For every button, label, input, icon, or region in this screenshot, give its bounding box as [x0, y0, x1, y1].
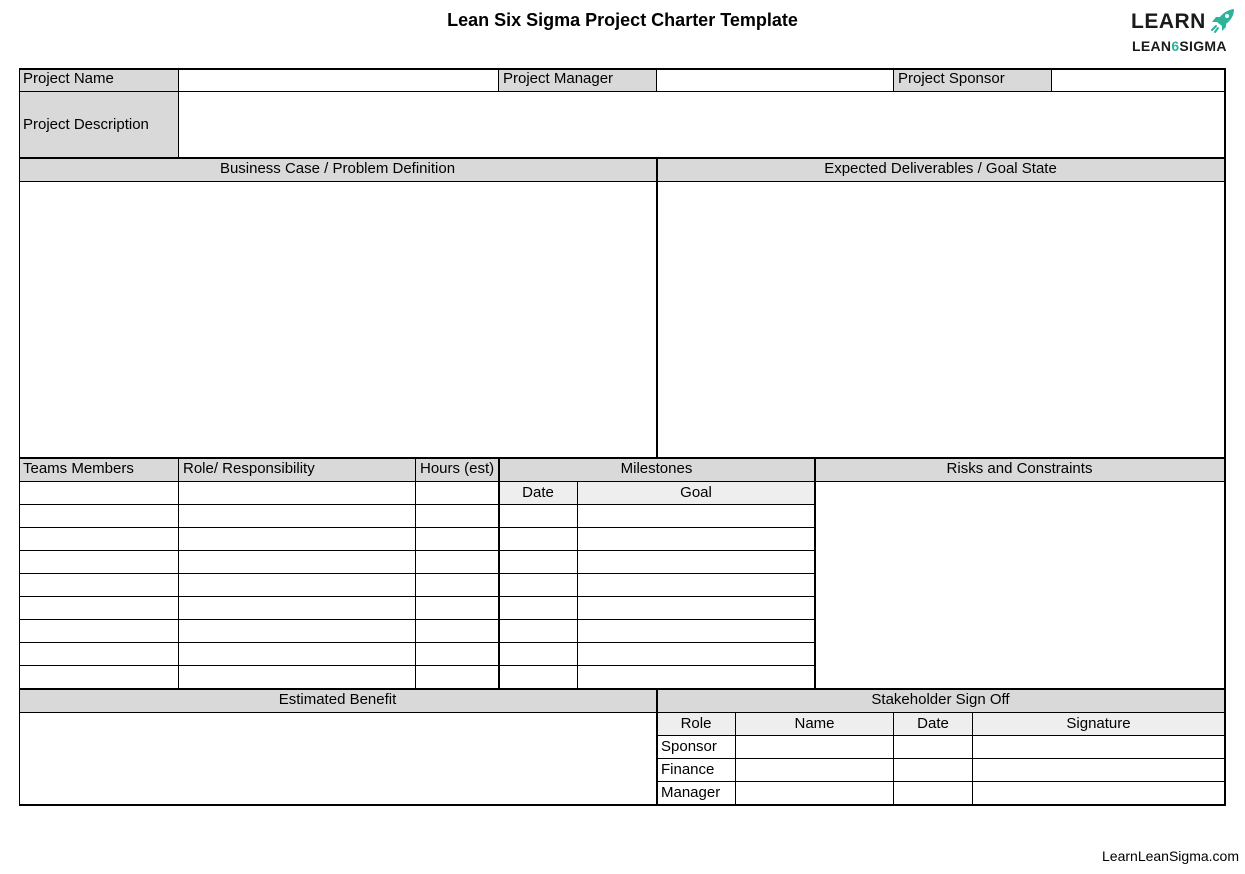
milestone-goal-cell[interactable] [578, 505, 815, 528]
milestone-date-cell[interactable] [499, 551, 578, 574]
team-hours-cell[interactable] [416, 505, 499, 528]
team-role-cell[interactable] [179, 482, 416, 505]
milestone-date-cell[interactable] [499, 620, 578, 643]
project-name-label: Project Name [19, 68, 179, 92]
footer-url: LearnLeanSigma.com [1102, 848, 1239, 864]
milestone-date-cell[interactable] [499, 597, 578, 620]
team-member-cell[interactable] [19, 620, 179, 643]
risks-header: Risks and Constraints [815, 458, 1225, 482]
signoff-date-cell[interactable] [894, 759, 973, 782]
team-hours-cell[interactable] [416, 574, 499, 597]
signoff-header: Stakeholder Sign Off [657, 689, 1225, 713]
logo-line-1: LEARN [1131, 10, 1206, 33]
team-member-cell[interactable] [19, 482, 179, 505]
form-bottom-border [19, 804, 1226, 806]
team-hours-cell[interactable] [416, 597, 499, 620]
team-role-cell[interactable] [179, 666, 416, 689]
project-description-field[interactable] [179, 92, 1225, 158]
team-hours-cell[interactable] [416, 666, 499, 689]
team-member-cell[interactable] [19, 643, 179, 666]
team-role-cell[interactable] [179, 597, 416, 620]
logo-line-2: LEAN6SIGMA [1132, 38, 1227, 54]
business-case-header: Business Case / Problem Definition [19, 158, 657, 182]
team-member-cell[interactable] [19, 597, 179, 620]
team-member-cell[interactable] [19, 666, 179, 689]
divider-milestones-risks [814, 458, 816, 689]
milestone-goal-cell[interactable] [578, 666, 815, 689]
team-member-cell[interactable] [19, 551, 179, 574]
milestone-date-cell[interactable] [499, 574, 578, 597]
project-sponsor-field[interactable] [1052, 68, 1225, 92]
team-role-cell[interactable] [179, 505, 416, 528]
risks-field[interactable] [815, 482, 1225, 689]
team-hours-cell[interactable] [416, 528, 499, 551]
page-title: Lean Six Sigma Project Charter Template [447, 10, 798, 30]
milestone-date-cell[interactable] [499, 643, 578, 666]
milestone-goal-cell[interactable] [578, 574, 815, 597]
signoff-signature-cell[interactable] [973, 759, 1225, 782]
section-divider-1 [19, 157, 1225, 159]
signoff-signature-cell[interactable] [973, 782, 1225, 805]
divider-business-deliverables [656, 158, 658, 458]
team-member-cell[interactable] [19, 505, 179, 528]
deliverables-header: Expected Deliverables / Goal State [657, 158, 1225, 182]
signoff-name-cell[interactable] [736, 759, 894, 782]
milestones-header: Milestones [499, 458, 815, 482]
milestone-date-cell[interactable] [499, 505, 578, 528]
team-hours-cell[interactable] [416, 482, 499, 505]
form-left-border [19, 68, 20, 805]
milestone-goal-header: Goal [578, 482, 815, 505]
milestone-goal-cell[interactable] [578, 551, 815, 574]
signoff-role-header: Role [657, 713, 736, 736]
signoff-name-cell[interactable] [736, 782, 894, 805]
estimated-benefit-header: Estimated Benefit [19, 689, 657, 713]
section-divider-3 [19, 688, 1225, 690]
business-case-field[interactable] [19, 182, 657, 458]
team-hours-cell[interactable] [416, 551, 499, 574]
team-hours-cell[interactable] [416, 620, 499, 643]
signoff-role-cell: Sponsor [657, 736, 736, 759]
project-manager-field[interactable] [657, 68, 894, 92]
project-description-label: Project Description [19, 92, 179, 158]
signoff-name-cell[interactable] [736, 736, 894, 759]
team-member-cell[interactable] [19, 574, 179, 597]
milestone-date-header: Date [499, 482, 578, 505]
team-hours-cell[interactable] [416, 643, 499, 666]
team-member-cell[interactable] [19, 528, 179, 551]
milestone-date-cell[interactable] [499, 666, 578, 689]
milestone-goal-cell[interactable] [578, 528, 815, 551]
signoff-date-cell[interactable] [894, 782, 973, 805]
signoff-name-header: Name [736, 713, 894, 736]
signoff-signature-cell[interactable] [973, 736, 1225, 759]
divider-team-milestones [498, 458, 500, 689]
project-sponsor-label: Project Sponsor [894, 68, 1052, 92]
form-right-border [1224, 68, 1226, 805]
signoff-date-cell[interactable] [894, 736, 973, 759]
signoff-role-cell: Manager [657, 782, 736, 805]
signoff-signature-header: Signature [973, 713, 1225, 736]
section-divider-2 [19, 457, 1225, 459]
milestone-goal-cell[interactable] [578, 643, 815, 666]
rocket-icon [1209, 8, 1237, 34]
brand-logo [1131, 8, 1241, 58]
form-top-border [19, 68, 1225, 70]
milestone-date-cell[interactable] [499, 528, 578, 551]
role-header: Role/ Responsibility [179, 458, 416, 482]
team-role-cell[interactable] [179, 528, 416, 551]
signoff-date-header: Date [894, 713, 973, 736]
team-role-cell[interactable] [179, 620, 416, 643]
deliverables-field[interactable] [657, 182, 1225, 458]
estimated-benefit-field[interactable] [19, 713, 657, 805]
divider-benefit-signoff [656, 689, 658, 805]
hours-header: Hours (est) [416, 458, 499, 482]
project-manager-label: Project Manager [499, 68, 657, 92]
team-role-cell[interactable] [179, 551, 416, 574]
milestone-goal-cell[interactable] [578, 597, 815, 620]
team-role-cell[interactable] [179, 643, 416, 666]
milestone-goal-cell[interactable] [578, 620, 815, 643]
project-name-field[interactable] [179, 68, 499, 92]
team-members-header: Teams Members [19, 458, 179, 482]
team-role-cell[interactable] [179, 574, 416, 597]
signoff-role-cell: Finance [657, 759, 736, 782]
